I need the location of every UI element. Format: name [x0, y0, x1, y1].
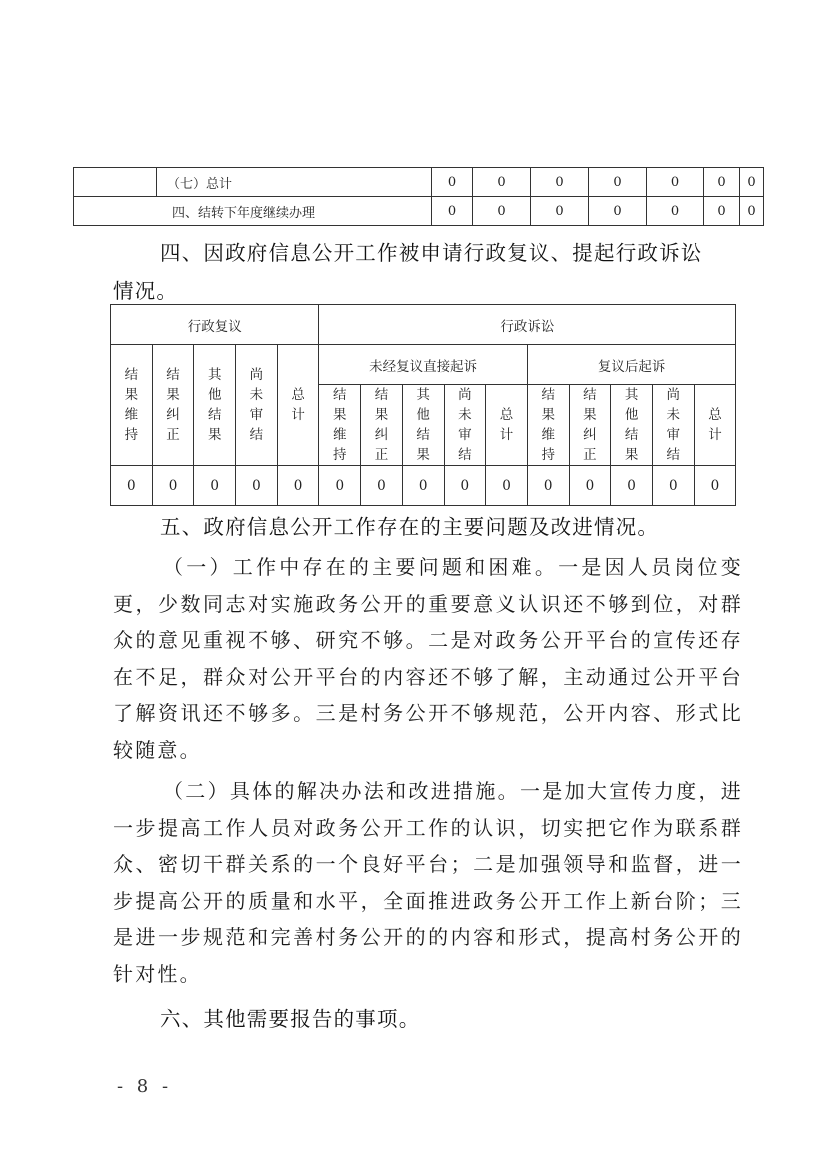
col-header: 总计	[694, 385, 736, 466]
value-cell: 0	[531, 197, 589, 226]
value-cell: 0	[444, 466, 486, 506]
value-cell: 0	[704, 168, 740, 197]
table-row-values	[111, 466, 736, 506]
header-direct-suit: 未经复议直接起诉	[319, 345, 527, 385]
blank-cell	[74, 168, 157, 197]
col-header: 结果维持	[111, 345, 153, 466]
col-header: 尚未审结	[236, 345, 278, 466]
col-header: 结果纠正	[569, 385, 611, 466]
col-header: 结果维持	[319, 385, 361, 466]
improvements-paragraph: （二）具体的解决办法和改进措施。一是加大宣传力度，进一步提高工作人员对政务公开工作的认识，切实把它作为联系群众、密切干群关系的一个良好平台；二是加强领导和监督，进一步提高公开的质量和水平，全面推进政务公开工作上新台阶；三是进一步规范和完善村务公开的的内容和形式，提高村务公开的针对性。	[113, 779, 743, 986]
value-cell: 0	[432, 197, 473, 226]
col-header: 总计	[486, 385, 528, 466]
header-row-groups	[111, 305, 736, 345]
col-header: 尚未审结	[652, 385, 694, 466]
col-header: 尚未审结	[444, 385, 486, 466]
header-suit-after-review: 复议后起诉	[527, 345, 735, 385]
col-header: 结果纠正	[152, 345, 194, 466]
col-header: 其他结果	[402, 385, 444, 466]
col-header: 结果维持	[527, 385, 569, 466]
row-label: 四、结转下年度继续办理	[74, 197, 432, 226]
section4-heading: 四、因政府信息公开工作被申请行政复议、提起行政诉讼	[160, 241, 703, 265]
value-cell: 0	[740, 168, 764, 197]
value-cell: 0	[589, 197, 647, 226]
header-row-subgroups	[111, 345, 736, 385]
value-cell: 0	[611, 466, 653, 506]
value-cell: 0	[319, 466, 361, 506]
value-cell: 0	[236, 466, 278, 506]
section5-heading: 五、政府信息公开工作存在的主要问题及改进情况。	[160, 515, 660, 539]
disclosure-summary-table	[73, 167, 764, 226]
value-cell: 0	[361, 466, 403, 506]
review-litigation-table	[110, 304, 736, 506]
value-cell: 0	[152, 466, 194, 506]
value-cell: 0	[473, 197, 531, 226]
value-cell: 0	[486, 466, 528, 506]
value-cell: 0	[111, 466, 153, 506]
col-header: 其他结果	[194, 345, 236, 466]
value-cell: 0	[527, 466, 569, 506]
header-admin-litigation: 行政诉讼	[319, 305, 736, 345]
value-cell: 0	[647, 168, 704, 197]
value-cell: 0	[704, 197, 740, 226]
value-cell: 0	[402, 466, 444, 506]
table-row-total	[74, 168, 764, 197]
row-label: （七）总计	[157, 168, 432, 197]
col-header: 其他结果	[611, 385, 653, 466]
section6-heading: 六、其他需要报告的事项。	[160, 1007, 421, 1031]
value-cell: 0	[652, 466, 694, 506]
value-cell: 0	[473, 168, 531, 197]
value-cell: 0	[277, 466, 319, 506]
value-cell: 0	[694, 466, 736, 506]
section4-heading-cont: 情况。	[113, 279, 179, 303]
value-cell: 0	[647, 197, 704, 226]
header-admin-review: 行政复议	[111, 305, 319, 345]
value-cell: 0	[531, 168, 589, 197]
value-cell: 0	[589, 168, 647, 197]
problems-paragraph: （一）工作中存在的主要问题和困难。一是因人员岗位变更，少数同志对实施政务公开的重要意义认识还不够到位，对群众的意见重视不够、研究不够。二是对政务公开平台的宣传还存在不足，群众对公开平台的内容还不够了解，主动通过公开平台了解资讯还不够多。三是村务公开不够规范，公开内容、形式比较随意。	[113, 555, 743, 762]
value-cell: 0	[740, 197, 764, 226]
value-cell: 0	[432, 168, 473, 197]
value-cell: 0	[569, 466, 611, 506]
table-row-carryover	[74, 197, 764, 226]
value-cell: 0	[194, 466, 236, 506]
col-header: 结果纠正	[361, 385, 403, 466]
page-number: - 8 -	[117, 1076, 173, 1097]
col-header: 总计	[277, 345, 319, 466]
